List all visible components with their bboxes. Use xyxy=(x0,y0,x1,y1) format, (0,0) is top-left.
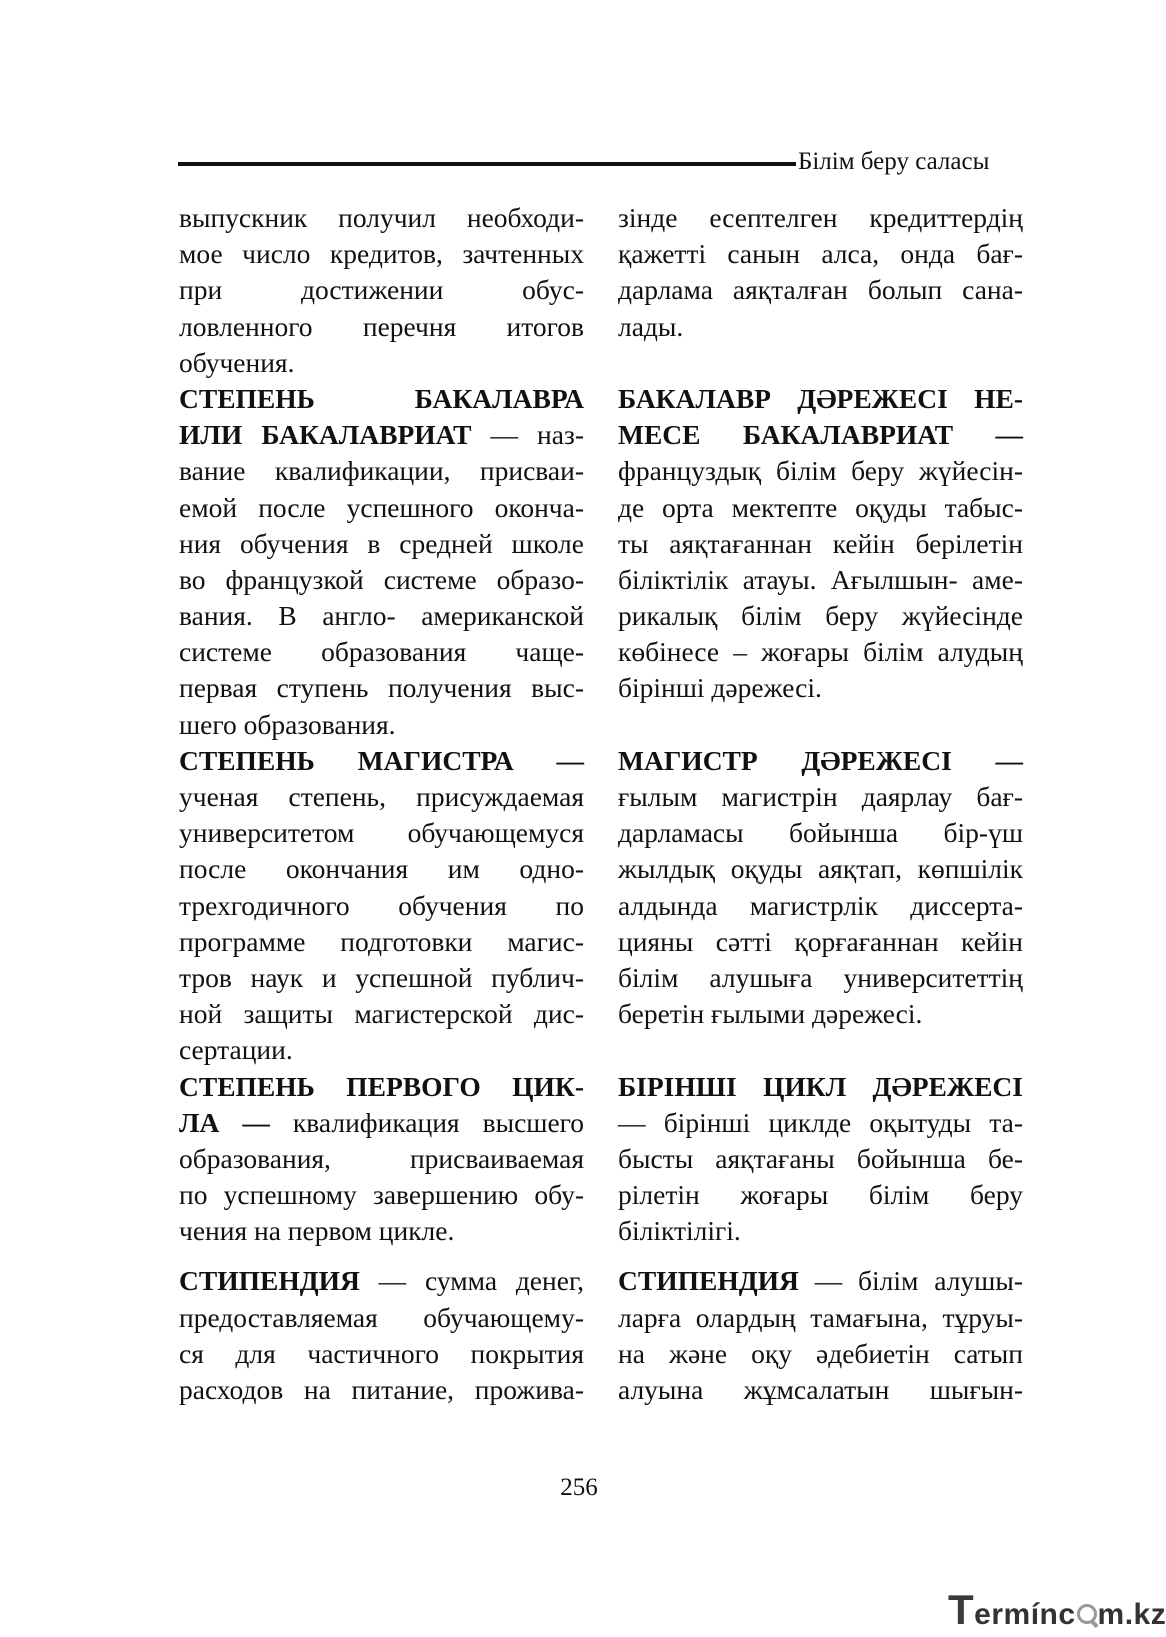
text-line: дарлама аяқталған болып сана- xyxy=(618,274,1023,306)
text-line: трехгодичного обучения по xyxy=(179,889,584,921)
text-line: системе образования чаще- xyxy=(179,636,584,668)
text-line: зінде есептелген кредиттердің xyxy=(618,202,1023,233)
text-line: — бірінші циклде оқытуды та- xyxy=(618,1106,1023,1138)
entry-term-line xyxy=(618,1263,1023,1299)
text-line: де орта мектепте оқуды табыс- xyxy=(618,491,1023,523)
entry-term: СТЕПЕНЬ МАГИСТРА — xyxy=(179,744,584,776)
text-line: емой после успешного оконча- xyxy=(179,491,584,523)
entry-term: ИЛИ БАКАЛАВРИАТ xyxy=(179,419,472,451)
page-number: 256 xyxy=(560,1474,598,1501)
text-line: ғылым магистрін даярлау бағ- xyxy=(618,781,1023,812)
right-column xyxy=(618,200,1023,1408)
entry-term-line xyxy=(179,417,584,453)
entry-term: СТИПЕНДИЯ xyxy=(618,1265,799,1297)
entry-term-line xyxy=(179,1263,584,1299)
text-line: бысты аяқтағаны бойынша бе- xyxy=(618,1142,1023,1174)
entry-term: МАГИСТР ДӘРЕЖЕСІ — xyxy=(618,744,1023,776)
text-line: по успешному завершению обу- xyxy=(179,1179,584,1211)
text-line: мое число кредитов, зачтенных xyxy=(179,238,584,270)
entry-term: БІРІНШІ ЦИКЛ ДӘРЕЖЕСІ xyxy=(618,1070,1023,1102)
text-line: біліктілік атауы. Ағылшын- аме- xyxy=(618,563,1023,595)
text-line: ся для частичного покрытия xyxy=(179,1337,584,1369)
text-line: ларға олардың тамағына, тұруы- xyxy=(618,1301,1023,1333)
text-line: после окончания им одно- xyxy=(179,853,584,885)
entry-term-line xyxy=(179,1105,584,1141)
entry-text: — сумма денег, xyxy=(359,1265,584,1297)
text-line: вания. В англо- американской xyxy=(179,600,584,632)
running-header: Білім беру саласы xyxy=(798,148,990,175)
text-line: ученая степень, присуждаемая xyxy=(179,781,584,812)
text-line: образования, присваиваемая xyxy=(179,1142,584,1174)
text-line: рикалық білім беру жүйесінде xyxy=(618,600,1023,632)
entry-text: квалификация высшего xyxy=(269,1106,584,1138)
text-line: на және оқу әдебиетін сатып xyxy=(618,1337,1023,1369)
text-line: во французкой системе образо- xyxy=(179,563,584,595)
entry-term: СТЕПЕНЬ ПЕРВОГО ЦИК- xyxy=(179,1070,584,1102)
left-column xyxy=(179,200,584,1408)
entry-term: ЛА — xyxy=(179,1106,270,1138)
text-line: шего образования. xyxy=(179,708,396,740)
text-line: расходов на питание, прожива- xyxy=(179,1374,584,1405)
text-line: француздық білім беру жүйесін- xyxy=(618,455,1023,487)
text-line: лады. xyxy=(618,310,684,342)
site-watermark xyxy=(948,1586,1166,1634)
text-line: ловленного перечня итогов xyxy=(179,310,584,342)
entry-term: БАКАЛАВР ДӘРЕЖЕСІ НЕ- xyxy=(618,382,1023,414)
entry-text: — білім алушы- xyxy=(798,1265,1023,1297)
text-line: алуына жұмсалатын шығын- xyxy=(618,1374,1023,1405)
text-line: біліктілігі. xyxy=(618,1215,741,1247)
watermark-text: ermínc xyxy=(974,1598,1076,1631)
text-line: көбінесе – жоғары білім алудың xyxy=(618,636,1023,668)
text-line: рілетін жоғары білім беру xyxy=(618,1179,1023,1211)
text-line: цияны сәтті қорғағаннан кейін xyxy=(618,925,1023,957)
watermark-initial: T xyxy=(948,1586,975,1633)
entry-term: СТЕПЕНЬ БАКАЛАВРА xyxy=(179,382,584,414)
text-line: при достижении обус- xyxy=(179,274,584,306)
text-line: первая ступень получения выс- xyxy=(179,672,584,704)
text-line: тров наук и успешной публич- xyxy=(179,961,584,993)
text-line: сертации. xyxy=(179,1034,293,1066)
text-line: білім алушыға университеттің xyxy=(618,961,1023,993)
text-line: ты аяқтағаннан кейін берілетін xyxy=(618,527,1023,559)
text-line: предоставляемая обучающему- xyxy=(179,1301,584,1333)
text-line: выпускник получил необходи- xyxy=(179,202,584,233)
entry-term: СТИПЕНДИЯ xyxy=(179,1265,360,1297)
text-line: университетом обучающемуся xyxy=(179,817,584,849)
text-line: программе подготовки магис- xyxy=(179,925,584,957)
entry-term: МЕСЕ БАКАЛАВРИАТ — xyxy=(618,419,1023,451)
magnifier-icon xyxy=(1076,1601,1098,1627)
text-line: обучения. xyxy=(179,346,295,378)
text-line: бірінші дәрежесі. xyxy=(618,672,822,704)
text-line: ния обучения в средней школе xyxy=(179,527,584,559)
text-line: дарламасы бойынша бір-үш xyxy=(618,817,1023,849)
watermark-domain: m.kz xyxy=(1097,1598,1166,1631)
text-line: алдында магистрлік диссерта- xyxy=(618,889,1023,921)
text-line: қажетті санын алса, онда бағ- xyxy=(618,238,1023,270)
text-line: ной защиты магистерской дис- xyxy=(179,998,584,1030)
text-line: чения на первом цикле. xyxy=(179,1215,455,1247)
header-rule xyxy=(178,162,796,166)
text-line: жылдық оқуды аяқтап, көпшілік xyxy=(618,853,1023,885)
text-line: вание квалификации, присваи- xyxy=(179,455,584,487)
entry-text: — наз- xyxy=(471,419,584,451)
text-line: беретін ғылыми дәрежесі. xyxy=(618,998,923,1030)
